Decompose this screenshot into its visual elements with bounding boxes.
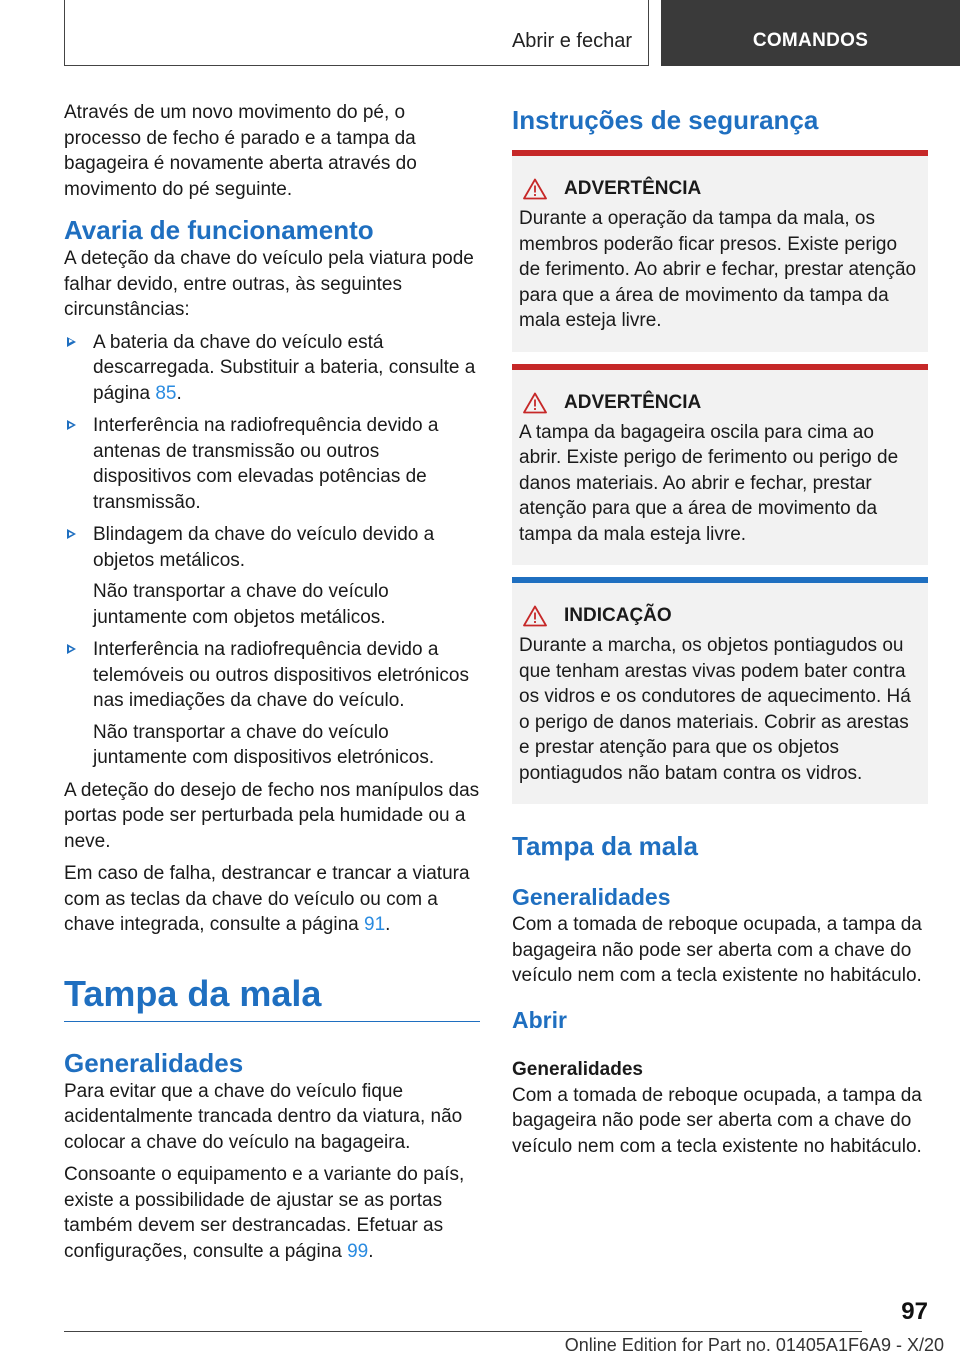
chapter-title: Tampa da mala	[64, 972, 480, 1022]
notice-box	[512, 577, 928, 804]
trunk-heading: Tampa da mala	[512, 831, 698, 861]
general-heading: Generalidades	[512, 884, 671, 910]
chapter-tab[interactable]	[661, 0, 960, 66]
warning-box	[512, 150, 928, 352]
fault-list	[64, 330, 480, 771]
open-heading: Abrir	[512, 1006, 567, 1033]
header-frame	[64, 0, 649, 66]
notice-text: Durante a marcha, os objetos pontiagudos ou que tenham arestas vivas podem bater contra os vidros e os condutores de aquecimento. Há o perigo de danos materiais. Cobrir as arestas e prestar atenção para que os objetos pontiagudos não batam contra os vidros.	[519, 635, 911, 784]
list-item	[64, 522, 480, 630]
open-paragraph: Com a tomada de reboque ocupada, a tampa da bagageira não pode ser aberta com a chave do veículo nem com a tecla existente no habitáculo.	[512, 1084, 922, 1157]
page-number: 97	[901, 1298, 928, 1325]
warning-text: A tampa da bagageira oscila para cima ao abrir. Existe perigo de ferimento ou perigo de danos materiais. Ao abrir e fechar, prestar atenção para que a área de movimento da tampa da mala esteja livre.	[519, 421, 899, 545]
triangle-bullet-icon	[67, 420, 76, 430]
list-item-text: A bateria da chave do veículo está descarregada. Substituir a bateria, consulte a página	[93, 331, 476, 404]
open-subheading: Generalidades	[512, 1058, 643, 1080]
list-item-text: Blindagem da chave do veículo devido a objetos metálicos.	[93, 524, 435, 571]
intro-paragraph: Através de um novo movimento do pé, o processo de fecho é parado e a tampa da bagageira é novamente aberta através do movimento do pé seguinte.	[64, 102, 417, 200]
notice-triangle-icon	[523, 605, 547, 627]
general-heading: Generalidades	[64, 1047, 244, 1078]
warning-triangle-icon	[523, 178, 547, 200]
page-link[interactable]: 91	[364, 914, 386, 935]
list-item-text: Interferência na radiofrequência devido a telemóveis ou outros dispositivos eletrónicos nas imediações da chave do veículo.	[93, 639, 469, 711]
chapter-tab-label: COMANDOS	[752, 30, 869, 51]
triangle-bullet-icon	[67, 529, 76, 539]
list-item-text: Interferência na radiofrequência devido a antenas de transmissão ou outros dispositivos com elevadas potências de transmissão.	[93, 415, 439, 513]
footer-edition: Online Edition for Part no. 01405A1F6A9 - X/20	[564, 1335, 944, 1355]
warning-box	[512, 364, 928, 566]
warning-text: Durante a operação da tampa da mala, os membros poderão ficar presos. Existe perigo de ferimento. Ao abrir e fechar, prestar atenção para que a área de movimento da tampa da mala esteja livre.	[519, 208, 917, 331]
general-paragraph: Com a tomada de reboque ocupada, a tampa da bagageira não pode ser aberta com a chave do veículo nem com a tecla existente no habitáculo.	[512, 914, 922, 986]
settings-paragraph: Consoante o equipamento e a variante do país, existe a possibilidade de ajustar se as portas também devem ser destrancadas. Efetuar as configurações, consulte a página 99.	[64, 1164, 465, 1262]
general-paragraph: Para evitar que a chave do veículo fique acidentalmente trancada dentro da viatura, não colocar a chave do veículo na bagageira.	[64, 1080, 463, 1153]
list-item-note: Não transportar a chave do veículo juntamente com objetos metálicos.	[93, 581, 389, 628]
warning-title: ADVERTÊNCIA	[564, 178, 702, 199]
section-title: Abrir e fechar	[511, 30, 632, 52]
fault-intro: A deteção da chave do veículo pela viatura pode falhar devido, entre outras, às seguintes circunstâncias:	[64, 248, 474, 320]
fault-heading: Avaria de funcionamento	[64, 215, 374, 245]
page-link[interactable]: 85	[155, 382, 177, 404]
failure-paragraph: Em caso de falha, destrancar e trancar a viatura com as teclas da chave do veículo ou com a chave integrada, consulte a página 91.	[64, 863, 470, 935]
right-column	[512, 100, 928, 1166]
list-item	[64, 637, 480, 771]
left-column	[64, 100, 480, 1271]
warning-title: ADVERTÊNCIA	[564, 391, 702, 413]
safety-heading: Instruções de segurança	[512, 105, 819, 135]
humidity-paragraph: A deteção do desejo de fecho nos manípulos das portas pode ser perturbada pela humidade ou a neve.	[64, 779, 480, 852]
list-item-note: Não transportar a chave do veículo juntamente com dispositivos eletrónicos.	[93, 721, 435, 768]
triangle-bullet-icon	[67, 337, 76, 347]
list-item: A bateria da chave do veículo está descarregada. Substituir a bateria, consulte a página 85.	[64, 330, 480, 407]
list-item	[64, 413, 480, 515]
triangle-bullet-icon	[67, 644, 76, 654]
page-link[interactable]: 99	[347, 1240, 369, 1262]
warning-triangle-icon	[523, 392, 547, 414]
notice-title: INDICAÇÃO	[564, 605, 672, 626]
footer-divider	[64, 1331, 862, 1332]
